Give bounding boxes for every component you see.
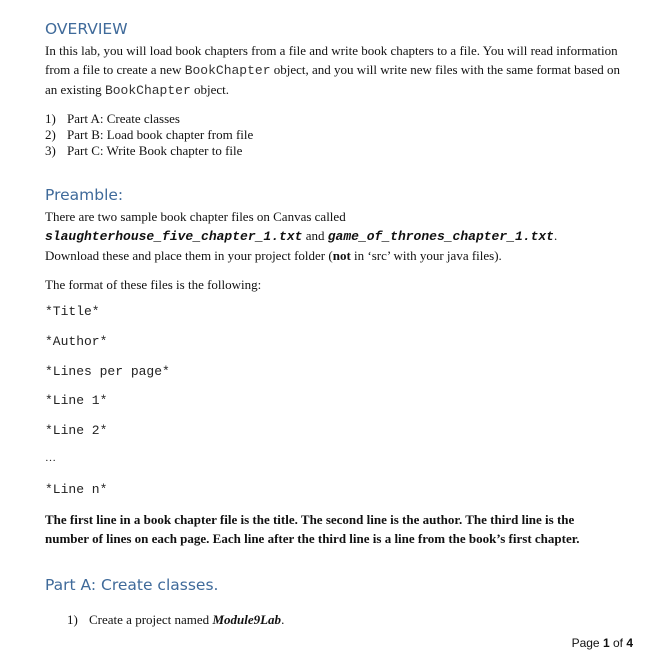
preamble-text: There are two sample book chapter files on Canvas called slaughterhouse_five_chapter_1.txt and game_of_thrones_chapter_1.txt. Download these and place them in your project folder (not in ‘src’ with your java files). [45, 209, 558, 263]
format-intro: The format of these files is the following: [45, 277, 262, 292]
part-a-step-1: 1) Create a project named Module9Lab. [67, 612, 285, 627]
format-line-ellipsis: … [45, 452, 56, 464]
format-explanation: The first line in a book chapter file is the title. The second line is the author. The third line is the number of lines on each page. Each line after the third line is a line from the book’s first chapter. [45, 512, 580, 546]
class-name-code: BookChapter [184, 63, 271, 78]
list-item: 2) Part B: Load book chapter from file [45, 127, 254, 142]
overview-intro: In this lab, you will load book chapters from a file and write book chapters to a file. You will read information from a file to create a new BookChapter object, and you will write new files with the same format based on an existing BookChapter object. [45, 43, 620, 98]
parts-list [45, 111, 253, 159]
format-line-author: *Author* [45, 334, 108, 349]
file-name: game_of_thrones_chapter_1.txt [327, 229, 554, 244]
part-a-heading: Part A: Create classes. [45, 576, 219, 594]
class-name-code: BookChapter [104, 83, 191, 98]
format-line-lines-per-page: *Lines per page* [45, 364, 170, 379]
format-line-2: *Line 2* [45, 423, 108, 438]
list-item: 1) Part A: Create classes [45, 111, 180, 126]
file-name: slaughterhouse_five_chapter_1.txt [45, 229, 303, 244]
overview-heading: OVERVIEW [45, 20, 128, 38]
list-item: 3) Part C: Write Book chapter to file [45, 143, 243, 158]
format-line-n: *Line n* [45, 482, 108, 497]
project-name: Module9Lab [212, 612, 282, 627]
format-line-title: *Title* [45, 304, 100, 319]
format-line-1: *Line 1* [45, 393, 108, 408]
page-number: Page 1 of 4 [571, 636, 633, 650]
preamble-heading: Preamble: [45, 186, 124, 204]
